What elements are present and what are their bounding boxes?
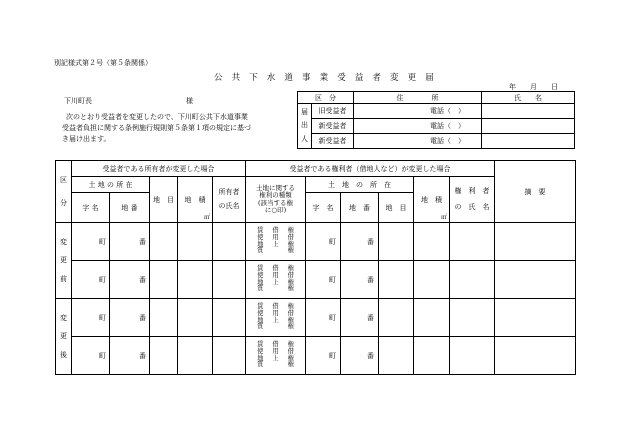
aza-header-2: 字 名 xyxy=(306,193,341,223)
chiban-cell[interactable]: 番 xyxy=(110,337,150,375)
applicant-col-kubun: 区 分 xyxy=(298,92,354,104)
table-row xyxy=(56,223,576,261)
holder-name-cell[interactable] xyxy=(450,223,495,261)
chiban-cell-2[interactable]: 番 xyxy=(341,337,379,375)
change-table xyxy=(55,160,576,375)
remarks-cell[interactable] xyxy=(495,299,576,337)
chimoku-cell[interactable] xyxy=(150,223,178,261)
after-3: 後 xyxy=(60,350,67,359)
applicant-col-name: 氏 名 xyxy=(482,92,575,104)
chimoku-cell-2[interactable] xyxy=(379,337,414,375)
honorific: 様 xyxy=(186,97,193,105)
phone-label: 電話（ ） xyxy=(430,137,465,145)
side-label-2: 出 xyxy=(301,121,308,130)
sqm-unit-2: ㎡ xyxy=(441,214,448,221)
chiseki-cell[interactable] xyxy=(178,299,213,337)
body-text-3: き届け出ます。 xyxy=(62,135,111,143)
chiseki-cell[interactable] xyxy=(178,337,213,375)
side-label-1: 届 xyxy=(301,108,308,117)
chimoku-cell-2[interactable] xyxy=(379,223,414,261)
after-label xyxy=(56,299,72,375)
applicant-row-label: 旧受益者 xyxy=(312,104,354,119)
body-text-2: 受益者負担に関する条例施行規則第５条第１項の規定に基づ xyxy=(62,124,251,132)
aza-cell[interactable]: 町 xyxy=(72,299,110,337)
aza-cell[interactable]: 町 xyxy=(72,337,110,375)
applicant-address-field[interactable] xyxy=(354,134,482,149)
kubun-header xyxy=(56,161,72,223)
kubun-1: 区 xyxy=(60,176,67,185)
remarks-cell[interactable] xyxy=(495,261,576,299)
right-kind-2: 権利の種類 xyxy=(259,191,292,200)
holder-name-cell[interactable] xyxy=(450,337,495,375)
chiseki-header-2 xyxy=(414,177,450,223)
applicant-row-label: 新受益者 xyxy=(312,119,354,134)
phone-label: 電話（ ） xyxy=(430,122,465,130)
owner-change-header: 受益者である所有者が変更した場合 xyxy=(72,161,246,177)
owner-name-2: の氏名 xyxy=(218,201,240,210)
chiban-header-2: 地 番 xyxy=(341,193,379,223)
owner-name-cell[interactable] xyxy=(213,337,246,375)
chimoku-header: 地 目 xyxy=(150,177,178,223)
owner-name-cell[interactable] xyxy=(213,261,246,299)
form-note: 別記様式第２号（第５条関係） xyxy=(54,59,152,67)
aza-header: 字 名 xyxy=(72,193,110,223)
after-2: 更 xyxy=(60,332,67,341)
applicant-side-label xyxy=(298,104,312,149)
right-kind-1: 土地に関する xyxy=(256,183,296,192)
chiseki-header xyxy=(178,177,213,223)
body-text-1: 次のとおり受益者を変更したので、下川町公共下水道事業 xyxy=(66,113,248,121)
kubun-2: 分 xyxy=(60,198,67,207)
chiseki-cell[interactable] xyxy=(178,261,213,299)
owner-name-1: 所有者 xyxy=(218,188,240,197)
applicant-address-field[interactable] xyxy=(354,104,482,119)
document-title: 公 共 下 水 道 事 業 受 益 者 変 更 届 xyxy=(214,73,437,83)
remarks-cell[interactable] xyxy=(495,223,576,261)
chiban-cell[interactable]: 番 xyxy=(110,299,150,337)
chimoku-cell[interactable] xyxy=(150,337,178,375)
chiseki-cell-2[interactable] xyxy=(414,299,450,337)
applicant-col-address: 住 所 xyxy=(354,92,482,104)
after-1: 変 xyxy=(60,314,67,323)
applicant-name-field[interactable] xyxy=(482,104,575,119)
before-1: 変 xyxy=(60,238,67,247)
remarks-cell[interactable] xyxy=(495,337,576,375)
chiseki-cell-2[interactable] xyxy=(414,223,450,261)
chiseki-cell-2[interactable] xyxy=(414,261,450,299)
aza-cell[interactable]: 町 xyxy=(72,261,110,299)
chiban-cell-2[interactable]: 番 xyxy=(341,299,379,337)
chiseki-label-2: 地 積 xyxy=(421,195,443,204)
owner-name-cell[interactable] xyxy=(213,223,246,261)
land-location-header-2: 土 地 の 所 在 xyxy=(306,177,414,193)
applicant-table xyxy=(297,91,575,149)
remarks-header: 摘 要 xyxy=(495,161,576,223)
chiban-cell-2[interactable]: 番 xyxy=(341,261,379,299)
chiseki-label: 地 積 xyxy=(184,195,206,204)
aza-cell-2[interactable]: 町 xyxy=(306,223,341,261)
chiban-header: 地 番 xyxy=(110,193,150,223)
owner-name-header xyxy=(213,177,246,223)
date-label: 年 月 日 xyxy=(509,83,558,91)
chimoku-cell[interactable] xyxy=(150,299,178,337)
applicant-name-field[interactable] xyxy=(482,134,575,149)
owner-name-cell[interactable] xyxy=(213,299,246,337)
sqm-unit: ㎡ xyxy=(203,214,210,221)
holder-name-header xyxy=(450,177,495,223)
holder-name-2: の 氏 名 xyxy=(454,202,490,211)
applicant-row-label: 新受益者 xyxy=(312,134,354,149)
aza-cell-2[interactable]: 町 xyxy=(306,299,341,337)
chiseki-cell-2[interactable] xyxy=(414,337,450,375)
chiban-cell[interactable]: 番 xyxy=(110,223,150,261)
before-2: 更 xyxy=(60,256,67,265)
chimoku-cell-2[interactable] xyxy=(379,261,414,299)
aza-cell[interactable]: 町 xyxy=(72,223,110,261)
addressee: 下川町長 xyxy=(64,97,92,105)
applicant-address-field[interactable] xyxy=(354,119,482,134)
rights-change-header: 受益者である権利者（借地人など）が変更した場合 xyxy=(246,161,495,177)
chiseki-cell[interactable] xyxy=(178,223,213,261)
chimoku-cell-2[interactable] xyxy=(379,299,414,337)
holder-name-cell[interactable] xyxy=(450,261,495,299)
holder-name-1: 権 利 者 xyxy=(454,187,490,196)
table-row xyxy=(56,337,576,375)
right-kind-3: (該当する権 xyxy=(258,198,294,207)
chimoku-header-2: 地 目 xyxy=(379,193,414,223)
right-kind-cell[interactable]: 賃 使 地 質 借 用 上 権 借 権 権 xyxy=(246,223,306,261)
chimoku-cell[interactable] xyxy=(150,261,178,299)
phone-label: 電話（ ） xyxy=(430,107,465,115)
holder-name-cell[interactable] xyxy=(450,299,495,337)
chiban-cell[interactable]: 番 xyxy=(110,261,150,299)
right-kind-header xyxy=(246,177,306,223)
right-kind-cell[interactable]: 賃 使 地 質 借 用 上 権 借 権 権 xyxy=(246,261,306,299)
right-kind-4: に○印) xyxy=(264,205,287,214)
table-row xyxy=(56,299,576,337)
right-kind-cell[interactable]: 賃 使 地 質 借 用 上 権 借 権 権 xyxy=(246,337,306,375)
before-3: 前 xyxy=(60,274,67,283)
applicant-name-field[interactable] xyxy=(482,119,575,134)
before-label xyxy=(56,223,72,299)
chiban-cell-2[interactable]: 番 xyxy=(341,223,379,261)
aza-cell-2[interactable]: 町 xyxy=(306,337,341,375)
side-label-3: 人 xyxy=(301,134,308,143)
table-row xyxy=(56,261,576,299)
land-location-header: 土 地 の 所 在 xyxy=(72,177,150,193)
aza-cell-2[interactable]: 町 xyxy=(306,261,341,299)
right-kind-cell[interactable]: 賃 使 地 質 借 用 上 権 借 権 権 xyxy=(246,299,306,337)
